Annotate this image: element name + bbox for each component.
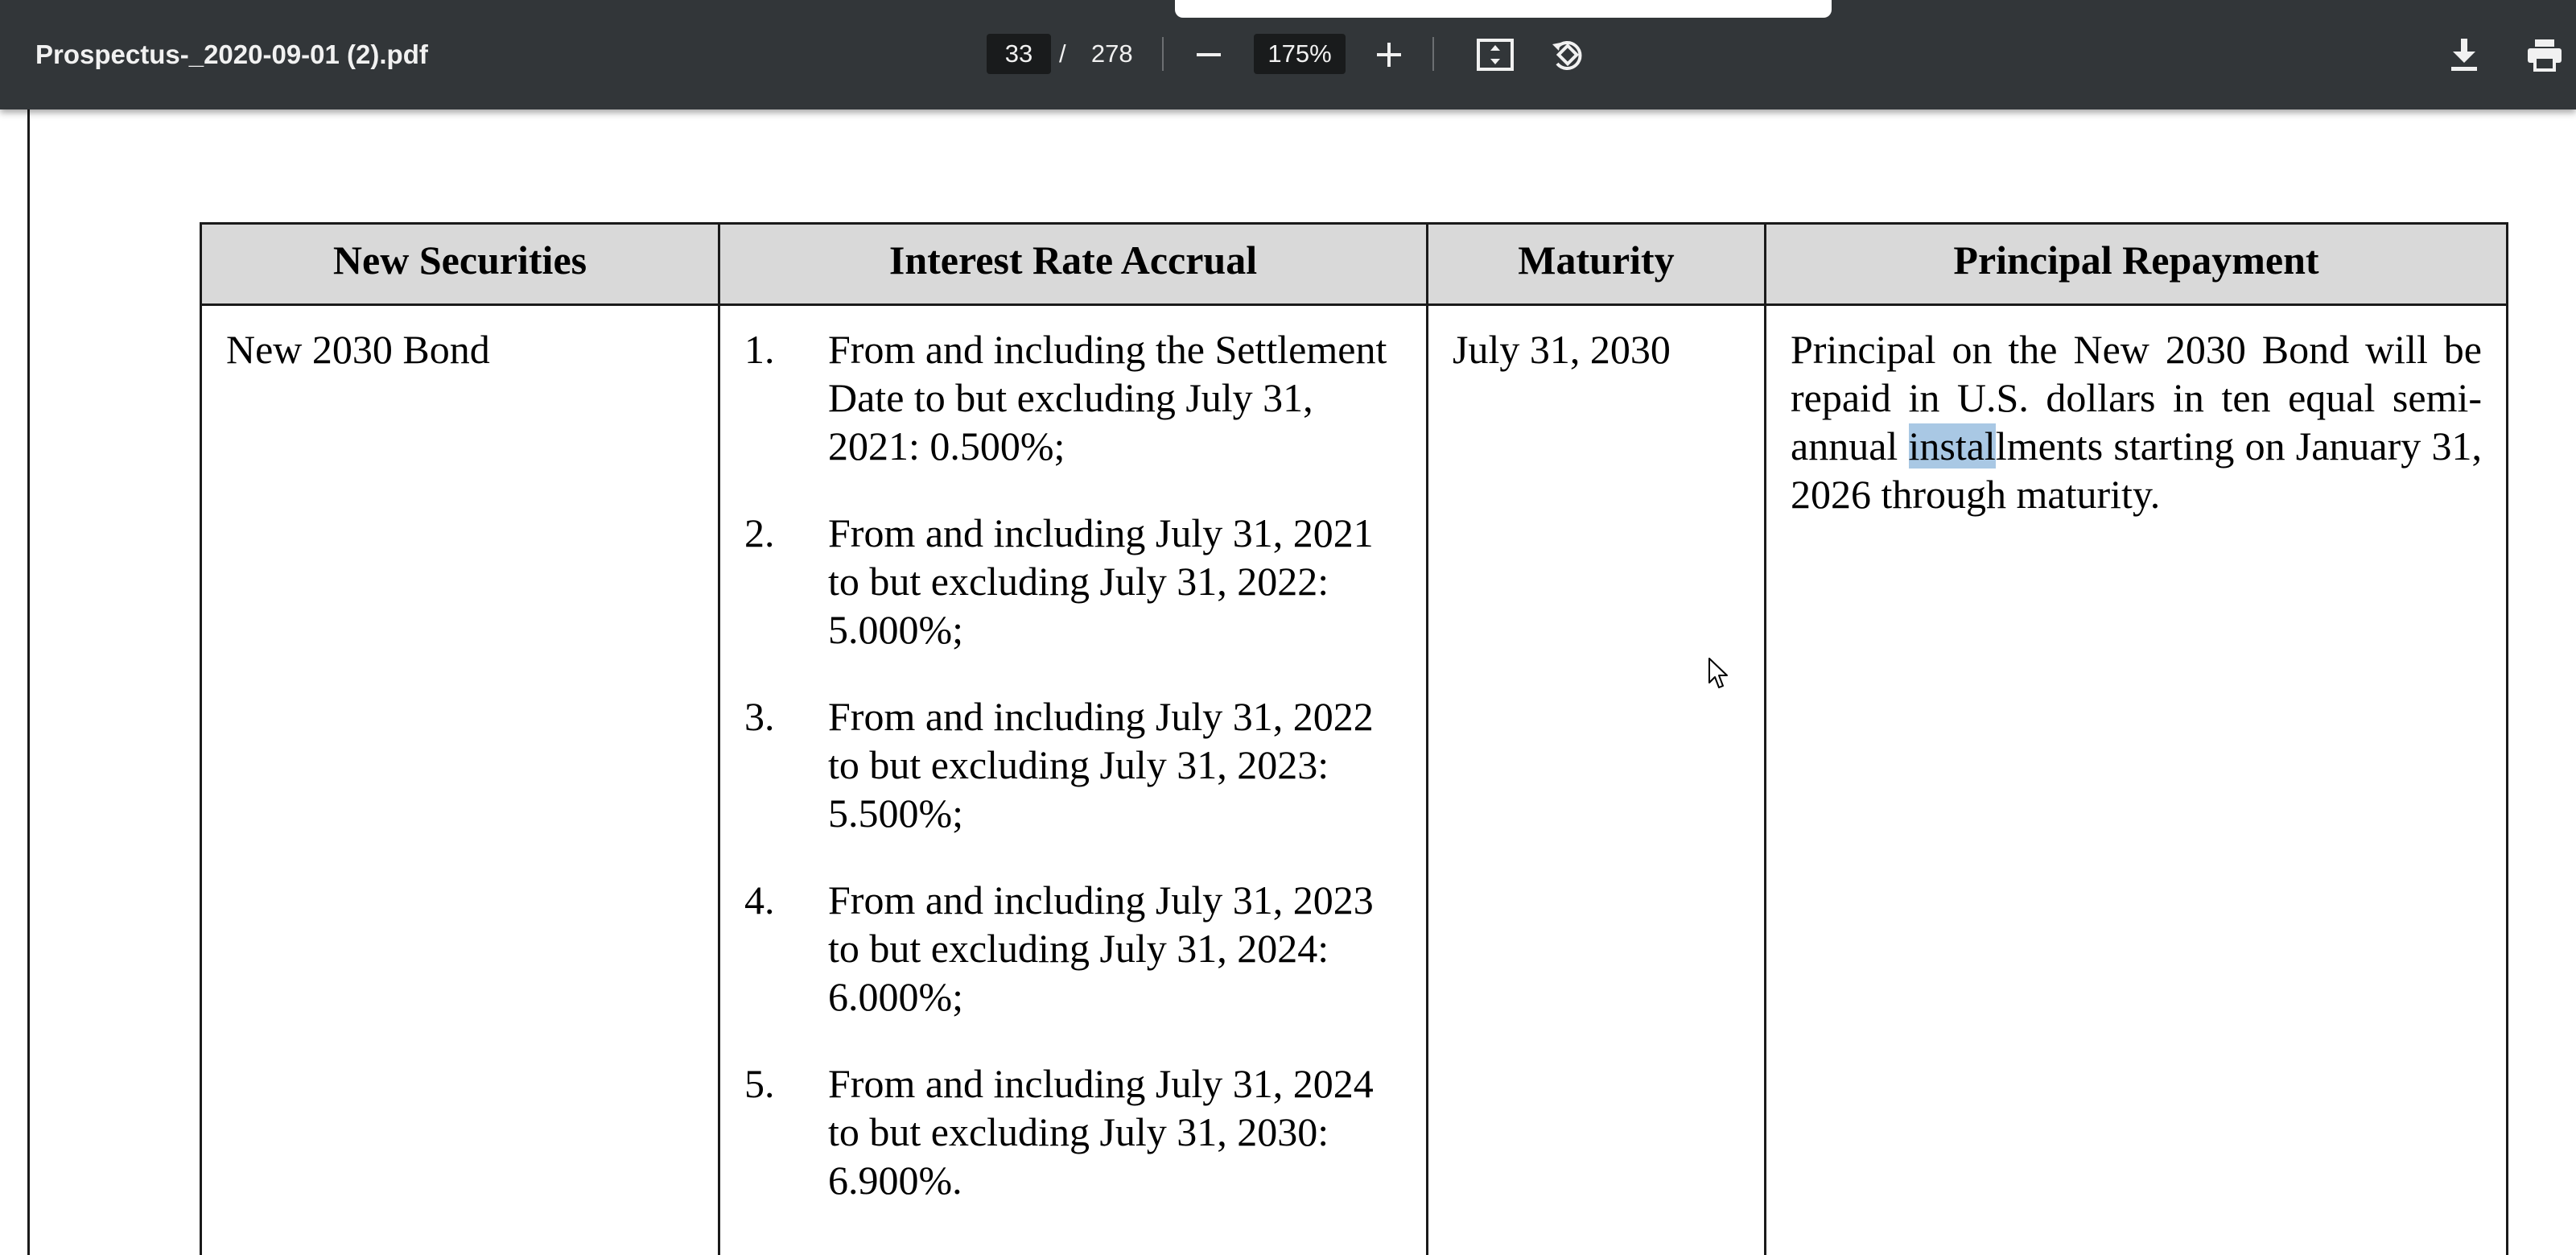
list-item xyxy=(744,692,1402,837)
find-bar-edge xyxy=(1175,0,1832,18)
securities-table xyxy=(200,222,2508,1255)
download-button[interactable] xyxy=(2438,29,2490,81)
accrual-cell xyxy=(719,305,1428,1255)
header-maturity: Maturity xyxy=(1428,224,1766,305)
print-icon xyxy=(2526,38,2563,72)
fit-to-page-icon xyxy=(1477,39,1514,71)
accrual-list xyxy=(744,325,1402,1204)
zoom-in-button[interactable] xyxy=(1363,29,1415,81)
plus-icon xyxy=(1375,41,1403,68)
page-separator: / xyxy=(1059,39,1066,68)
page-count xyxy=(1059,34,1133,74)
page-number-input[interactable]: 33 xyxy=(987,34,1051,74)
maturity-date: July 31, 2030 xyxy=(1428,305,1766,1255)
total-pages: 278 xyxy=(1090,39,1133,68)
list-item xyxy=(744,325,1402,470)
header-new-securities: New Securities xyxy=(201,224,719,305)
list-item xyxy=(744,509,1402,654)
minus-icon xyxy=(1195,41,1222,68)
item-text: From and including July 31, 2023 to but excluding July 31, 2024: 6.000%; xyxy=(828,877,1374,1019)
list-item xyxy=(744,876,1402,1021)
table-header-row xyxy=(201,224,2508,305)
download-icon xyxy=(2448,37,2480,72)
document-viewer[interactable] xyxy=(0,109,2576,1255)
item-text: From and including July 31, 2024 to but excluding July 31, 2030: 6.900%. xyxy=(828,1061,1374,1203)
rotate-button[interactable] xyxy=(1542,29,1593,81)
item-number: 3. xyxy=(744,694,775,739)
item-text: From and including the Settlement Date to but excluding July 31, 2021: 0.500%; xyxy=(828,327,1387,469)
item-number: 5. xyxy=(744,1061,775,1106)
zoom-level-input[interactable]: 175% xyxy=(1254,34,1346,74)
page-edge xyxy=(27,109,30,1255)
header-principal-repayment: Principal Repayment xyxy=(1766,224,2508,305)
security-name: New 2030 Bond xyxy=(201,305,719,1255)
file-title: Prospectus-_2020-09-01 (2).pdf xyxy=(35,39,428,69)
table-row xyxy=(201,305,2508,1255)
selected-text[interactable]: instal xyxy=(1908,423,1996,469)
item-number: 4. xyxy=(744,877,775,923)
item-text: From and including July 31, 2022 to but excluding July 31, 2023: 5.500%; xyxy=(828,694,1374,836)
print-button[interactable] xyxy=(2519,29,2570,81)
list-item xyxy=(744,1059,1402,1204)
toolbar-divider xyxy=(1432,37,1434,71)
item-number: 1. xyxy=(744,327,775,372)
repayment-text-after: lments starting on January 31, 2026 through maturity. xyxy=(1791,423,2482,517)
item-number: 2. xyxy=(744,510,775,555)
zoom-out-button[interactable] xyxy=(1183,29,1234,81)
header-interest-rate-accrual: Interest Rate Accrual xyxy=(719,224,1428,305)
repayment-cell xyxy=(1766,305,2508,1255)
toolbar-divider xyxy=(1162,37,1164,71)
rotate-icon xyxy=(1549,36,1586,73)
fit-to-page-button[interactable] xyxy=(1469,29,1521,81)
repayment-text-before: Principal on the New 2030 Bond will be repaid in U.S. dollars in ten equal semi-annual xyxy=(1791,327,2482,469)
mouse-pointer-icon xyxy=(1708,657,1732,691)
item-text: From and including July 31, 2021 to but excluding July 31, 2022: 5.000%; xyxy=(828,510,1374,652)
